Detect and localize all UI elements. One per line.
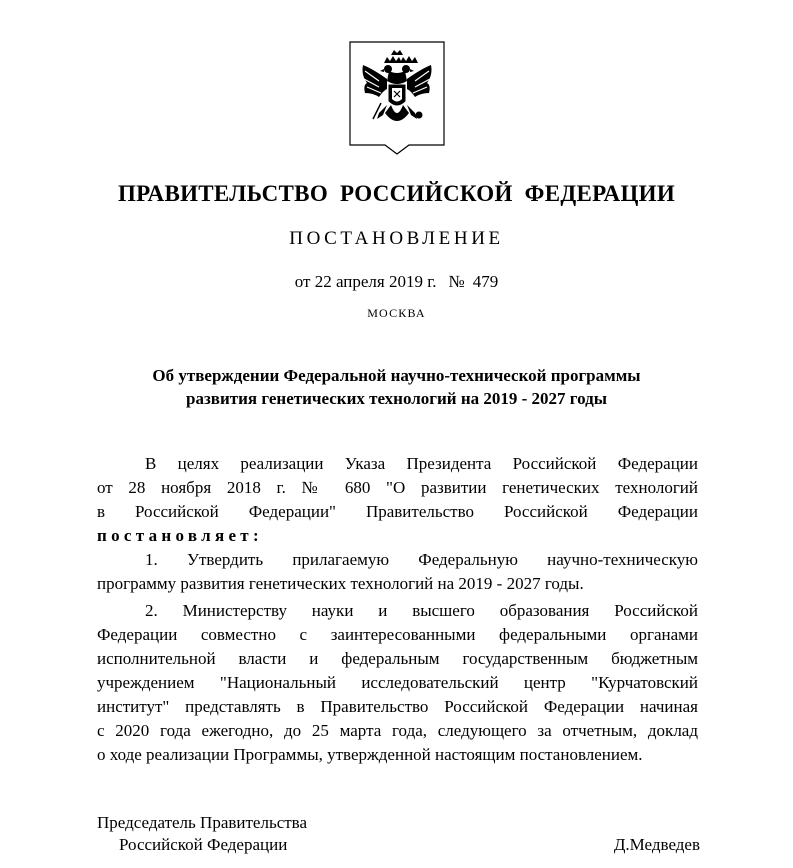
- body-line: В целях реализации Указа Президента Российской Федерации: [145, 454, 698, 473]
- document-city: МОСКВА: [367, 306, 426, 320]
- body-line: исполнительной власти и федеральным государственным бюджетным: [97, 649, 698, 668]
- signatory-name: Д.Медведев: [613, 835, 700, 854]
- signature-block: [97, 812, 698, 856]
- document-date-line: [0, 272, 793, 292]
- document-subject: [0, 364, 793, 410]
- number-sign: №: [448, 272, 465, 291]
- decree-word: постановляет:: [97, 526, 263, 545]
- body-line: о ходе реализации Программы, утвержденной настоящим постановлением.: [97, 745, 643, 764]
- signatory-position: Российской Федерации: [119, 835, 288, 854]
- body-line: программу развития генетических технологий на 2019 - 2027 годы.: [97, 574, 584, 593]
- body-line: в Российской Федерации" Правительство Российской Федерации: [97, 502, 698, 521]
- document-type: ПОСТАНОВЛЕНИЕ: [289, 228, 504, 249]
- government-title: ПРАВИТЕЛЬСТВО РОССИЙСКОЙ ФЕДЕРАЦИИ: [117, 181, 676, 206]
- coat-of-arms-icon: [349, 41, 445, 155]
- body-line: с 2020 года ежегодно, до 25 марта года, следующего за отчетным, доклад: [97, 721, 698, 740]
- subject-line: Об утверждении Федеральной научно-технической программы: [152, 366, 641, 385]
- body-line: 2. Министерству науки и высшего образования Российской: [145, 601, 698, 620]
- document-date: от 22 апреля 2019 г.: [294, 272, 437, 291]
- body-line: учреждением "Национальный исследовательский центр "Курчатовский: [97, 673, 698, 692]
- body-line: от 28 ноября 2018 г. № 680 "О развитии генетических технологий: [97, 478, 698, 497]
- subject-line: развития генетических технологий на 2019 - 2027 годы: [186, 389, 607, 408]
- document-body: [97, 452, 698, 767]
- body-line: 1. Утвердить прилагаемую Федеральную научно-техническую: [145, 550, 698, 569]
- document-number: 479: [472, 272, 499, 291]
- body-line: институт" представлять в Правительство Российской Федерации начиная: [97, 697, 698, 716]
- body-line: Федерации совместно с заинтересованными федеральными органами: [97, 625, 698, 644]
- signatory-position: Председатель Правительства: [97, 813, 308, 832]
